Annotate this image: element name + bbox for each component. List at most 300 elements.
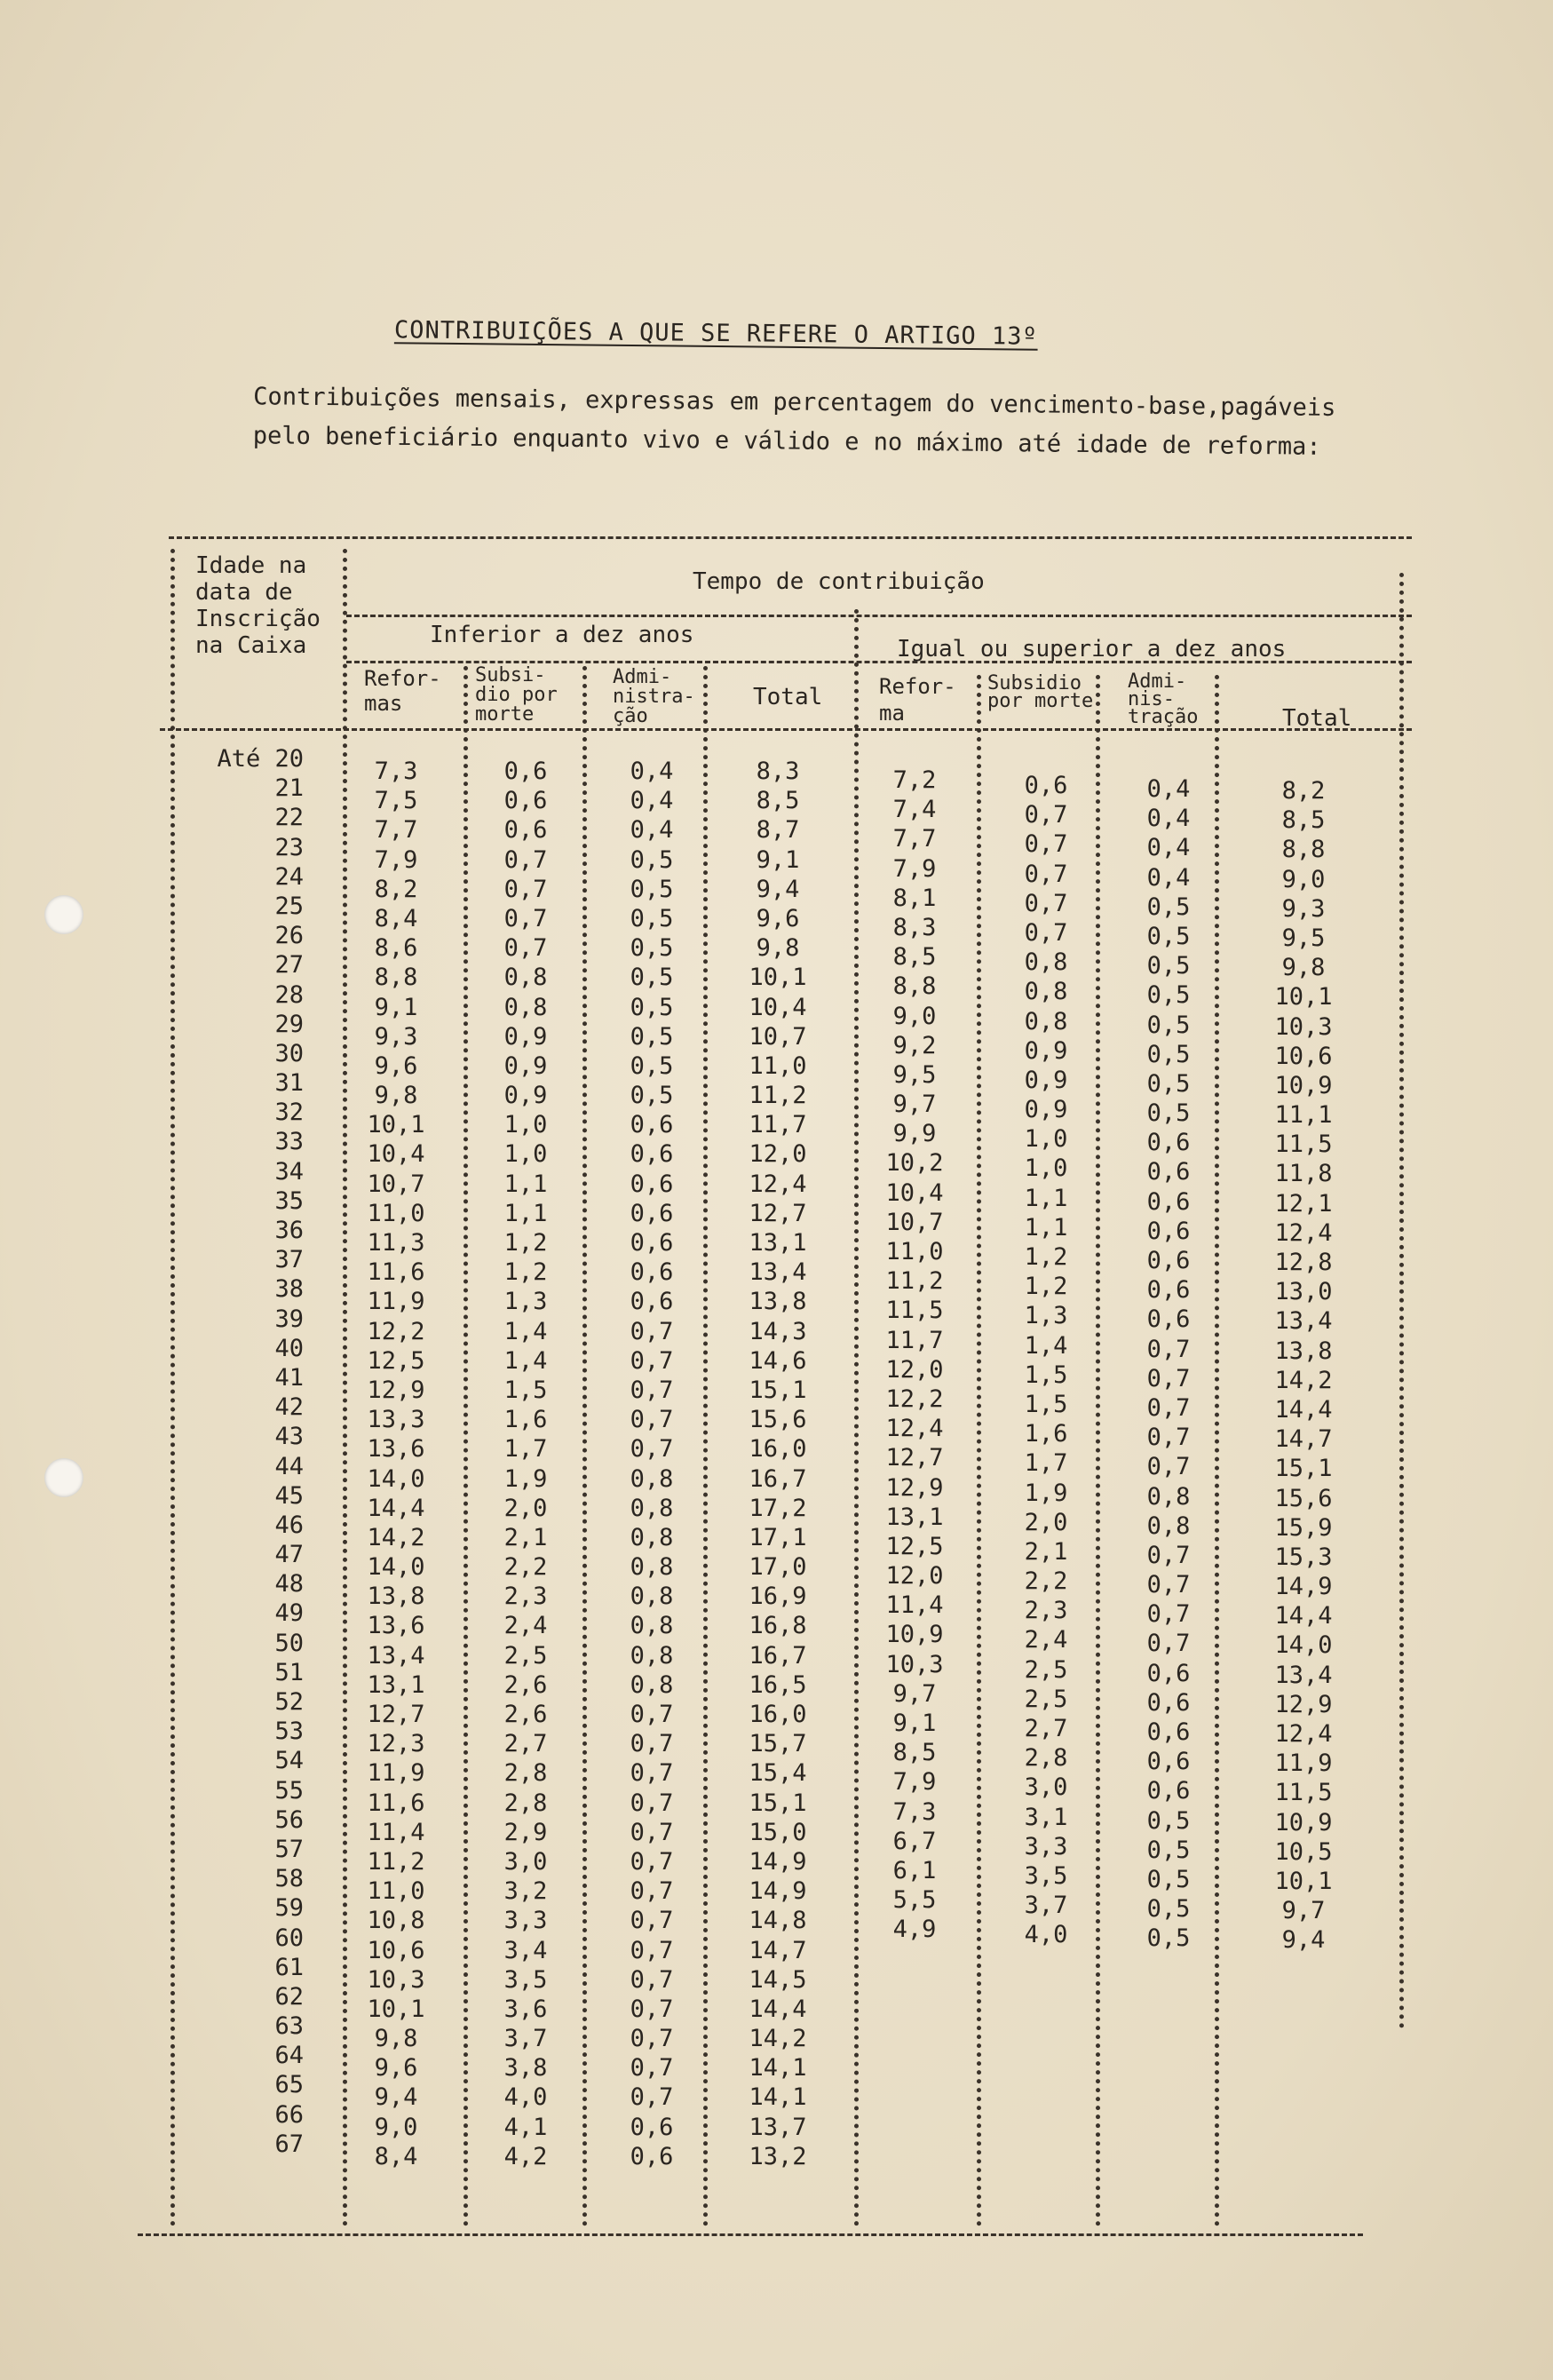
inf-admin-cell: 0,7 (630, 1818, 674, 1846)
age-cell: 46 (274, 1511, 304, 1539)
inf-total-cell: 14,8 (749, 1907, 807, 1935)
age-cell: 24 (274, 862, 304, 891)
sup-subsidio-cell: 1,1 (1024, 1213, 1068, 1242)
sup-admin-cell: 0,7 (1146, 1571, 1191, 1599)
inf-subsidio-cell: 2,1 (503, 1523, 548, 1551)
inf-total-cell: 12,4 (749, 1170, 807, 1198)
inf-subsidio-cell: 2,0 (503, 1494, 548, 1522)
sup-reforma-cell: 12,0 (885, 1355, 944, 1384)
inf-reformas-cell: 7,3 (374, 758, 418, 785)
sup-reforma-cell: 9,7 (892, 1679, 937, 1708)
age-cell: 67 (274, 2130, 304, 2158)
sup-reforma-cell: 9,1 (892, 1710, 937, 1737)
inf-total-cell: 15,7 (749, 1730, 807, 1758)
inf-total-cell: 12,7 (749, 1199, 807, 1227)
inf-total-cell: 13,8 (749, 1288, 807, 1316)
sup-subsidio-cell: 1,4 (1024, 1331, 1068, 1360)
age-cell: 36 (274, 1217, 304, 1244)
inf-total-cell: 8,5 (756, 787, 800, 815)
age-cell: 45 (274, 1481, 304, 1510)
sup-subsidio-cell: 3,7 (1024, 1892, 1068, 1920)
inf-total-cell: 15,1 (749, 1789, 807, 1817)
sup-reforma-cell: 11,4 (885, 1591, 944, 1620)
age-cell: 63 (274, 2012, 304, 2041)
sup-subsidio-cell: 2,5 (1024, 1655, 1068, 1684)
sup-admin-cell: 0,5 (1146, 1895, 1191, 1924)
sup-admin-cell: 0,5 (1146, 1099, 1191, 1128)
sup-total-cell: 9,7 (1281, 1897, 1326, 1925)
age-cell: 39 (274, 1305, 304, 1333)
inf-admin-cell: 0,7 (630, 2083, 674, 2112)
sup-admin-cell: 0,5 (1146, 892, 1191, 921)
sup-admin-cell: 0,4 (1146, 775, 1191, 803)
inf-reformas-cell: 9,8 (374, 1082, 418, 1110)
sup-admin-cell: 0,8 (1146, 1511, 1191, 1540)
inf-admin-cell: 0,7 (630, 1847, 674, 1876)
inf-total-cell: 8,7 (756, 816, 800, 845)
age-cell: 56 (274, 1805, 304, 1834)
inf-admin-cell: 0,6 (630, 1229, 674, 1257)
sup-admin-cell: 0,5 (1146, 1011, 1191, 1039)
age-cell: 50 (274, 1629, 304, 1657)
sup-subsidio-cell: 3,5 (1024, 1861, 1068, 1890)
age-cell: 22 (274, 804, 304, 832)
sup-total-cell: 12,8 (1274, 1249, 1333, 1276)
inf-admin-cell: 0,5 (630, 964, 674, 992)
sup-reforma-cell: 12,9 (885, 1473, 944, 1502)
inf-total-cell: 11,0 (749, 1051, 807, 1080)
inf-admin-cell: 0,5 (630, 1082, 674, 1110)
sup-reforma-cell: 7,9 (892, 854, 937, 883)
sup-total-cell: 14,4 (1274, 1395, 1333, 1424)
inf-admin-cell: 0,7 (630, 1376, 674, 1404)
sup-subsidio-cell: 1,0 (1024, 1154, 1068, 1183)
inf-reformas-cell: 14,4 (367, 1494, 425, 1522)
sup-admin-cell: 0,7 (1146, 1424, 1191, 1452)
inf-subsidio-cell: 2,7 (503, 1730, 548, 1758)
inf-total-cell: 12,0 (749, 1140, 807, 1169)
header-rule (346, 615, 1412, 617)
header-age: Idade na data de Inscrição na Caixa (195, 552, 321, 659)
sup-admin-cell: 0,7 (1146, 1364, 1191, 1392)
inf-total-cell: 14,3 (749, 1317, 807, 1345)
inf-admin-cell: 0,6 (630, 1199, 674, 1227)
inf-reformas-cell: 8,4 (374, 2142, 418, 2170)
age-cell: 28 (274, 980, 304, 1009)
sup-total-cell: 10,6 (1274, 1042, 1333, 1070)
inf-admin-cell: 0,6 (630, 1258, 674, 1287)
sup-total-cell: 10,5 (1274, 1837, 1333, 1866)
sup-admin-cell: 0,5 (1146, 1865, 1191, 1893)
column-separator (343, 549, 347, 2227)
inf-subsidio-cell: 2,8 (503, 1759, 548, 1788)
sup-total-cell: 12,9 (1274, 1690, 1333, 1718)
inf-admin-cell: 0,6 (630, 2113, 674, 2141)
inf-total-cell: 8,3 (756, 758, 800, 785)
header-tempo: Tempo de contribuição (693, 568, 985, 595)
age-cell: 32 (274, 1099, 304, 1127)
inf-reformas-cell: 9,8 (374, 2025, 418, 2053)
sup-subsidio-cell: 2,8 (1024, 1744, 1068, 1773)
sup-reforma-cell: 7,9 (892, 1768, 937, 1797)
sup-subsidio-cell: 2,3 (1024, 1597, 1068, 1625)
column-inf-reformas (350, 757, 442, 2171)
inf-total-cell: 13,2 (749, 2142, 807, 2170)
age-cell: 27 (274, 951, 304, 980)
inf-admin-cell: 0,5 (630, 845, 674, 874)
inf-admin-cell: 0,8 (630, 1583, 674, 1611)
inf-subsidio-cell: 4,2 (503, 2142, 548, 2170)
sup-admin-cell: 0,6 (1146, 1718, 1191, 1746)
sup-subsidio-cell: 1,5 (1024, 1390, 1068, 1418)
sup-subsidio-cell: 1,1 (1024, 1184, 1068, 1212)
sup-reforma-cell: 11,5 (885, 1297, 944, 1325)
inf-reformas-cell: 8,8 (374, 964, 418, 992)
inf-total-cell: 14,1 (749, 2083, 807, 2112)
inf-subsidio-cell: 3,6 (503, 1995, 548, 2023)
inf-reformas-cell: 10,4 (367, 1140, 425, 1169)
sup-reforma-cell: 12,0 (885, 1562, 944, 1591)
column-inf-subsidio (479, 757, 572, 2171)
sup-admin-cell: 0,6 (1146, 1187, 1191, 1216)
age-cell: 43 (274, 1423, 304, 1451)
sup-total-cell: 14,2 (1274, 1366, 1333, 1394)
sup-total-cell: 9,8 (1281, 954, 1326, 982)
age-cell: 48 (274, 1570, 304, 1599)
inf-subsidio-cell: 1,1 (503, 1199, 548, 1227)
inf-admin-cell: 0,7 (630, 1936, 674, 1964)
sup-total-cell: 9,3 (1281, 894, 1326, 923)
column-separator (1215, 675, 1219, 2227)
age-cell: 66 (274, 2100, 304, 2129)
sup-admin-cell: 0,7 (1146, 1600, 1191, 1629)
header-subsidio-inf: Subsi- dio por morte (475, 664, 558, 726)
sup-admin-cell: 0,6 (1146, 1659, 1191, 1687)
sup-admin-cell: 0,7 (1146, 1335, 1191, 1363)
sup-subsidio-cell: 0,8 (1024, 978, 1068, 1006)
age-cell: 47 (274, 1541, 304, 1569)
sup-subsidio-cell: 4,0 (1024, 1921, 1068, 1949)
header-total-sup: Total (1282, 705, 1352, 732)
inf-subsidio-cell: 2,4 (503, 1612, 548, 1640)
column-separator (170, 549, 175, 2227)
sup-admin-cell: 0,5 (1146, 1040, 1191, 1068)
sup-reforma-cell: 12,2 (885, 1384, 944, 1413)
inf-subsidio-cell: 1,0 (503, 1140, 548, 1169)
sup-subsidio-cell: 2,1 (1024, 1537, 1068, 1566)
inf-total-cell: 14,4 (749, 1995, 807, 2023)
inf-subsidio-cell: 1,9 (503, 1464, 548, 1493)
inf-subsidio-cell: 1,4 (503, 1317, 548, 1345)
inf-admin-cell: 0,5 (630, 1022, 674, 1051)
inf-subsidio-cell: 3,7 (503, 2025, 548, 2053)
inf-total-cell: 15,4 (749, 1759, 807, 1788)
sup-subsidio-cell: 0,9 (1024, 1066, 1068, 1094)
inf-subsidio-cell: 0,7 (503, 875, 548, 903)
inf-admin-cell: 0,7 (630, 1701, 674, 1728)
inf-total-cell: 17,0 (749, 1553, 807, 1582)
inf-admin-cell: 0,7 (630, 1406, 674, 1434)
inf-subsidio-cell: 0,7 (503, 845, 548, 874)
inf-subsidio-cell: 0,9 (503, 1082, 548, 1110)
sup-reforma-cell: 9,0 (892, 1002, 937, 1030)
age-cell: 21 (274, 774, 304, 803)
sup-reforma-cell: 8,5 (892, 943, 937, 972)
inf-admin-cell: 0,8 (630, 1553, 674, 1582)
sup-reforma-cell: 9,5 (892, 1060, 937, 1089)
inf-admin-cell: 0,4 (630, 787, 674, 815)
inf-reformas-cell: 9,0 (374, 2113, 418, 2141)
inf-reformas-cell: 14,0 (367, 1553, 425, 1582)
inf-total-cell: 16,5 (749, 1670, 807, 1699)
sup-reforma-cell: 8,8 (892, 972, 937, 1001)
column-separator (1399, 573, 1404, 2029)
age-cell: 55 (274, 1776, 304, 1805)
inf-total-cell: 14,5 (749, 1965, 807, 1994)
sup-reforma-cell: 10,7 (885, 1208, 944, 1236)
sup-subsidio-cell: 0,7 (1024, 918, 1068, 947)
inf-total-cell: 10,7 (749, 1022, 807, 1051)
inf-reformas-cell: 13,6 (367, 1435, 425, 1464)
sup-total-cell: 12,4 (1274, 1218, 1333, 1247)
column-separator (854, 609, 859, 2227)
header-admin-sup: Admi- nis- tração (1128, 670, 1199, 728)
sup-subsidio-cell: 1,5 (1024, 1361, 1068, 1389)
inf-total-cell: 17,1 (749, 1523, 807, 1551)
age-cell: 30 (274, 1039, 304, 1067)
inf-reformas-cell: 11,4 (367, 1818, 425, 1846)
inf-total-cell: 14,2 (749, 2025, 807, 2053)
sup-reforma-cell: 10,9 (885, 1621, 944, 1649)
inf-subsidio-cell: 0,8 (503, 964, 548, 992)
sup-total-cell: 11,1 (1274, 1101, 1333, 1130)
sup-reforma-cell: 12,4 (885, 1415, 944, 1443)
sup-subsidio-cell: 2,0 (1024, 1508, 1068, 1536)
sup-subsidio-cell: 0,8 (1024, 948, 1068, 977)
column-ages (186, 744, 304, 2159)
sup-subsidio-cell: 3,1 (1024, 1803, 1068, 1831)
sup-admin-cell: 0,5 (1146, 952, 1191, 980)
inf-total-cell: 9,4 (756, 875, 800, 903)
inf-subsidio-cell: 0,7 (503, 904, 548, 932)
inf-reformas-cell: 13,8 (367, 1583, 425, 1611)
inf-reformas-cell: 7,5 (374, 787, 418, 815)
inf-total-cell: 10,1 (749, 964, 807, 992)
sup-subsidio-cell: 1,6 (1024, 1420, 1068, 1448)
sup-subsidio-cell: 3,3 (1024, 1832, 1068, 1860)
inf-reformas-cell: 10,8 (367, 1907, 425, 1935)
column-separator (703, 666, 708, 2227)
inf-reformas-cell: 8,4 (374, 904, 418, 932)
inf-reformas-cell: 10,6 (367, 1936, 425, 1964)
sup-admin-cell: 0,7 (1146, 1393, 1191, 1422)
column-sup-admin (1122, 774, 1215, 1954)
inf-admin-cell: 0,7 (630, 1346, 674, 1375)
inf-admin-cell: 0,7 (630, 1965, 674, 1994)
inf-reformas-cell: 9,4 (374, 2083, 418, 2112)
inf-total-cell: 16,7 (749, 1464, 807, 1493)
sup-reforma-cell: 7,3 (892, 1797, 937, 1826)
column-inf-total (723, 757, 833, 2171)
sup-subsidio-cell: 0,8 (1024, 1007, 1068, 1035)
sup-reforma-cell: 5,5 (892, 1886, 937, 1915)
sup-reforma-cell: 9,7 (892, 1091, 937, 1119)
inf-reformas-cell: 14,2 (367, 1523, 425, 1551)
sup-reforma-cell: 10,3 (885, 1650, 944, 1678)
inf-total-cell: 9,6 (756, 904, 800, 932)
sup-admin-cell: 0,6 (1146, 1247, 1191, 1274)
inf-reformas-cell: 11,6 (367, 1789, 425, 1817)
inf-reformas-cell: 12,2 (367, 1317, 425, 1345)
column-separator (977, 675, 981, 2227)
inf-reformas-cell: 12,3 (367, 1730, 425, 1758)
age-cell: 42 (274, 1393, 304, 1422)
inf-admin-cell: 0,7 (630, 1789, 674, 1817)
sup-total-cell: 11,5 (1274, 1779, 1333, 1807)
inf-admin-cell: 0,8 (630, 1641, 674, 1670)
inf-admin-cell: 0,8 (630, 1612, 674, 1640)
age-cell: 37 (274, 1246, 304, 1274)
sup-admin-cell: 0,6 (1146, 1129, 1191, 1157)
inf-admin-cell: 0,5 (630, 1051, 674, 1080)
age-cell: Até 20 (217, 745, 304, 773)
punch-hole (44, 895, 83, 934)
inf-reformas-cell: 10,1 (367, 1995, 425, 2023)
inf-reformas-cell: 13,4 (367, 1641, 425, 1670)
age-cell: 60 (274, 1924, 304, 1952)
age-cell: 64 (274, 2042, 304, 2070)
inf-total-cell: 17,2 (749, 1494, 807, 1522)
sup-total-cell: 9,5 (1281, 924, 1326, 952)
sup-reforma-cell: 6,7 (892, 1827, 937, 1855)
header-superior: Igual ou superior a dez anos (897, 636, 1287, 662)
inf-reformas-cell: 13,3 (367, 1406, 425, 1434)
inf-subsidio-cell: 0,8 (503, 993, 548, 1021)
sup-admin-cell: 0,8 (1146, 1482, 1191, 1511)
sup-total-cell: 13,4 (1274, 1307, 1333, 1336)
header-inferior: Inferior a dez anos (430, 622, 694, 648)
sup-admin-cell: 0,4 (1146, 805, 1191, 833)
inf-subsidio-cell: 2,3 (503, 1583, 548, 1611)
inf-admin-cell: 0,8 (630, 1494, 674, 1522)
sup-admin-cell: 0,6 (1146, 1217, 1191, 1245)
inf-admin-cell: 0,8 (630, 1464, 674, 1493)
sup-reforma-cell: 9,9 (892, 1120, 937, 1148)
age-cell: 61 (274, 1953, 304, 1981)
inf-admin-cell: 0,6 (630, 2142, 674, 2170)
inf-subsidio-cell: 1,2 (503, 1258, 548, 1287)
inf-admin-cell: 0,7 (630, 1435, 674, 1464)
column-inf-admin (606, 757, 698, 2171)
age-cell: 29 (274, 1010, 304, 1038)
sup-admin-cell: 0,4 (1146, 834, 1191, 862)
inf-admin-cell: 0,6 (630, 1288, 674, 1316)
inf-total-cell: 11,2 (749, 1082, 807, 1110)
inf-subsidio-cell: 1,4 (503, 1346, 548, 1375)
sup-total-cell: 9,4 (1281, 1926, 1326, 1955)
inf-total-cell: 16,8 (749, 1612, 807, 1640)
inf-reformas-cell: 11,9 (367, 1288, 425, 1316)
column-sup-subsidio (1000, 771, 1092, 1950)
sup-admin-cell: 0,7 (1146, 1630, 1191, 1658)
sup-subsidio-cell: 0,7 (1024, 830, 1068, 859)
inf-subsidio-cell: 1,7 (503, 1435, 548, 1464)
inf-reformas-cell: 9,1 (374, 993, 418, 1021)
age-cell: 41 (274, 1363, 304, 1392)
inf-admin-cell: 0,4 (630, 758, 674, 785)
sup-total-cell: 15,1 (1274, 1455, 1333, 1483)
sup-total-cell: 14,4 (1274, 1602, 1333, 1630)
inf-reformas-cell: 12,7 (367, 1701, 425, 1728)
inf-subsidio-cell: 1,5 (503, 1376, 548, 1404)
inf-subsidio-cell: 0,6 (503, 816, 548, 845)
age-cell: 57 (274, 1835, 304, 1863)
sup-subsidio-cell: 0,7 (1024, 801, 1068, 829)
sup-subsidio-cell: 2,7 (1024, 1715, 1068, 1742)
inf-total-cell: 14,1 (749, 2054, 807, 2082)
sup-total-cell: 10,9 (1274, 1808, 1333, 1837)
inf-total-cell: 13,4 (749, 1258, 807, 1287)
sup-reforma-cell: 7,2 (892, 766, 937, 794)
sup-subsidio-cell: 2,4 (1024, 1626, 1068, 1654)
sup-reforma-cell: 13,1 (885, 1503, 944, 1531)
age-cell: 52 (274, 1688, 304, 1716)
inf-reformas-cell: 10,3 (367, 1965, 425, 1994)
inf-admin-cell: 0,7 (630, 1730, 674, 1758)
sup-admin-cell: 0,6 (1146, 1276, 1191, 1305)
document-title: CONTRIBUIÇÕES A QUE SE REFERE O ARTIGO 13º (393, 316, 1038, 351)
age-cell: 65 (274, 2071, 304, 2099)
sup-reforma-cell: 12,5 (885, 1532, 944, 1560)
inf-reformas-cell: 9,6 (374, 2054, 418, 2082)
inf-admin-cell: 0,6 (630, 1111, 674, 1139)
sup-reforma-cell: 10,4 (885, 1178, 944, 1207)
sup-subsidio-cell: 1,3 (1024, 1302, 1068, 1330)
inf-admin-cell: 0,6 (630, 1140, 674, 1169)
sup-total-cell: 11,9 (1274, 1749, 1333, 1778)
sup-subsidio-cell: 0,9 (1024, 1096, 1068, 1124)
sup-reforma-cell: 12,7 (885, 1444, 944, 1472)
inf-subsidio-cell: 1,2 (503, 1229, 548, 1257)
sup-admin-cell: 0,5 (1146, 1924, 1191, 1953)
inf-admin-cell: 0,8 (630, 1523, 674, 1551)
inf-admin-cell: 0,6 (630, 1170, 674, 1198)
inf-admin-cell: 0,5 (630, 934, 674, 963)
inf-subsidio-cell: 2,6 (503, 1670, 548, 1699)
sup-subsidio-cell: 2,5 (1024, 1685, 1068, 1713)
sup-admin-cell: 0,4 (1146, 863, 1191, 892)
inf-reformas-cell: 14,0 (367, 1464, 425, 1493)
column-separator (464, 666, 468, 2227)
inf-admin-cell: 0,5 (630, 904, 674, 932)
inf-reformas-cell: 12,9 (367, 1376, 425, 1404)
sup-total-cell: 14,7 (1274, 1425, 1333, 1454)
sup-admin-cell: 0,6 (1146, 1748, 1191, 1776)
sup-admin-cell: 0,5 (1146, 1836, 1191, 1864)
age-cell: 40 (274, 1334, 304, 1362)
inf-subsidio-cell: 0,6 (503, 787, 548, 815)
inf-subsidio-cell: 1,1 (503, 1170, 548, 1198)
inf-subsidio-cell: 0,9 (503, 1051, 548, 1080)
inf-admin-cell: 0,7 (630, 1995, 674, 2023)
sup-reforma-cell: 8,5 (892, 1739, 937, 1767)
age-cell: 54 (274, 1747, 304, 1775)
inf-total-cell: 16,0 (749, 1435, 807, 1464)
sup-admin-cell: 0,5 (1146, 1806, 1191, 1835)
sup-total-cell: 13,0 (1274, 1278, 1333, 1306)
inf-total-cell: 16,9 (749, 1583, 807, 1611)
inf-total-cell: 16,0 (749, 1701, 807, 1728)
